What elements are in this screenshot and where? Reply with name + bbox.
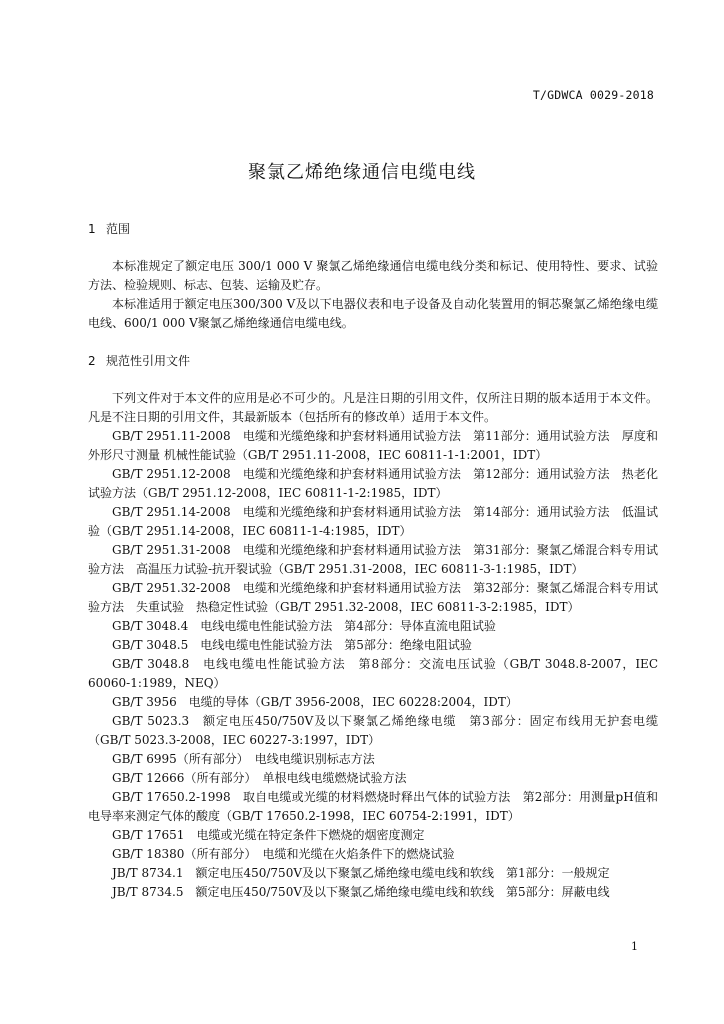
paragraph: 本标准适用于额定电压300/300 V及以下电器仪表和电子设备及自动化装置用的铜芯聚氯乙烯绝缘电缆电线、600/1 000 V聚氯乙烯绝缘通信电缆电线。	[88, 297, 658, 330]
page-number: 1	[631, 940, 638, 953]
reference-item: GB/T 5023.3 额定电压450/750V及以下聚氯乙烯绝缘电缆 第3部分：固定布线用无护套电缆（GB/T 5023.3-2008，IEC 60227-3:1997，IDT）	[88, 714, 658, 747]
reference-item: GB/T 18380（所有部分） 电缆和光缆在火焰条件下的燃烧试验	[112, 847, 455, 861]
document-title: 聚氯乙烯绝缘通信电缆电线	[248, 162, 476, 183]
reference-item: GB/T 17651 电缆或光缆在特定条件下燃烧的烟密度测定	[112, 828, 425, 842]
reference-item: GB/T 3048.5 电线电缆电性能试验方法 第5部分：绝缘电阻试验	[112, 638, 472, 652]
reference-item: GB/T 17650.2-1998 取自电缆或光缆的材料燃烧时释出气体的试验方法 第2部分：用测量pH值和电导率来测定气体的酸度（GB/T 17650.2-1998，IEC 60754-2:1991，IDT）	[88, 790, 658, 823]
paragraph: 下列文件对于本文件的应用是必不可少的。凡是注日期的引用文件，仅所注日期的版本适用于本文件。凡是不注日期的引用文件，其最新版本（包括所有的修改单）适用于本文件。	[88, 391, 658, 424]
section-heading-normative-references	[88, 352, 190, 369]
scope-section-body	[88, 257, 658, 333]
reference-item: GB/T 12666（所有部分） 单根电线电缆燃烧试验方法	[112, 771, 407, 785]
section-title: 规范性引用文件	[106, 354, 191, 368]
reference-item: GB/T 2951.32-2008 电缆和光缆绝缘和护套材料通用试验方法 第32部分：聚氯乙烯混合料专用试验方法 失重试验 热稳定性试验（GB/T 2951.32-2008，IEC 60811-3-2:1985，IDT）	[88, 581, 658, 614]
reference-item: GB/T 2951.11-2008 电缆和光缆绝缘和护套材料通用试验方法 第11部分：通用试验方法 厚度和外形尺寸测量 机械性能试验（GB/T 2951.11-2008，IEC 60811-1-1:2001，IDT）	[88, 429, 658, 462]
reference-item: GB/T 2951.12-2008 电缆和光缆绝缘和护套材料通用试验方法 第12部分：通用试验方法 热老化试验方法（GB/T 2951.12-2008，IEC 60811-1-2:1985，IDT）	[88, 467, 658, 500]
reference-item: GB/T 6995（所有部分） 电线电缆识别标志方法	[112, 752, 375, 766]
section-heading-scope	[88, 220, 130, 237]
reference-item: GB/T 3956 电缆的导体（GB/T 3956-2008，IEC 60228:2004，IDT）	[112, 695, 518, 709]
references-section-body	[88, 389, 658, 902]
section-number: 2	[88, 354, 96, 368]
paragraph: 本标准规定了额定电压 300/1 000 V 聚氯乙烯绝缘通信电缆电线分类和标记、使用特性、要求、试验方法、检验规则、标志、包装、运输及贮存。	[88, 259, 658, 292]
section-number: 1	[88, 222, 96, 236]
reference-item: GB/T 2951.14-2008 电缆和光缆绝缘和护套材料通用试验方法 第14部分：通用试验方法 低温试验（GB/T 2951.14-2008，IEC 60811-1-4:1985，IDT）	[88, 505, 658, 538]
standard-code: T/GDWCA 0029-2018	[532, 88, 654, 102]
reference-item: GB/T 3048.4 电线电缆电性能试验方法 第4部分：导体直流电阻试验	[112, 619, 496, 633]
section-title: 范围	[106, 222, 131, 236]
reference-item: JB/T 8734.5 额定电压450/750V及以下聚氯乙烯绝缘电缆电线和软线 第5部分：屏蔽电线	[112, 885, 610, 899]
reference-item: GB/T 3048.8 电线电缆电性能试验方法 第8部分：交流电压试验（GB/T 3048.8-2007，IEC 60060-1:1989，NEQ）	[88, 657, 658, 690]
reference-item: JB/T 8734.1 额定电压450/750V及以下聚氯乙烯绝缘电缆电线和软线 第1部分：一般规定	[112, 866, 610, 880]
reference-item: GB/T 2951.31-2008 电缆和光缆绝缘和护套材料通用试验方法 第31部分：聚氯乙烯混合料专用试验方法 高温压力试验-抗开裂试验（GB/T 2951.31-2008，IEC 60811-3-1:1985，IDT）	[88, 543, 658, 576]
